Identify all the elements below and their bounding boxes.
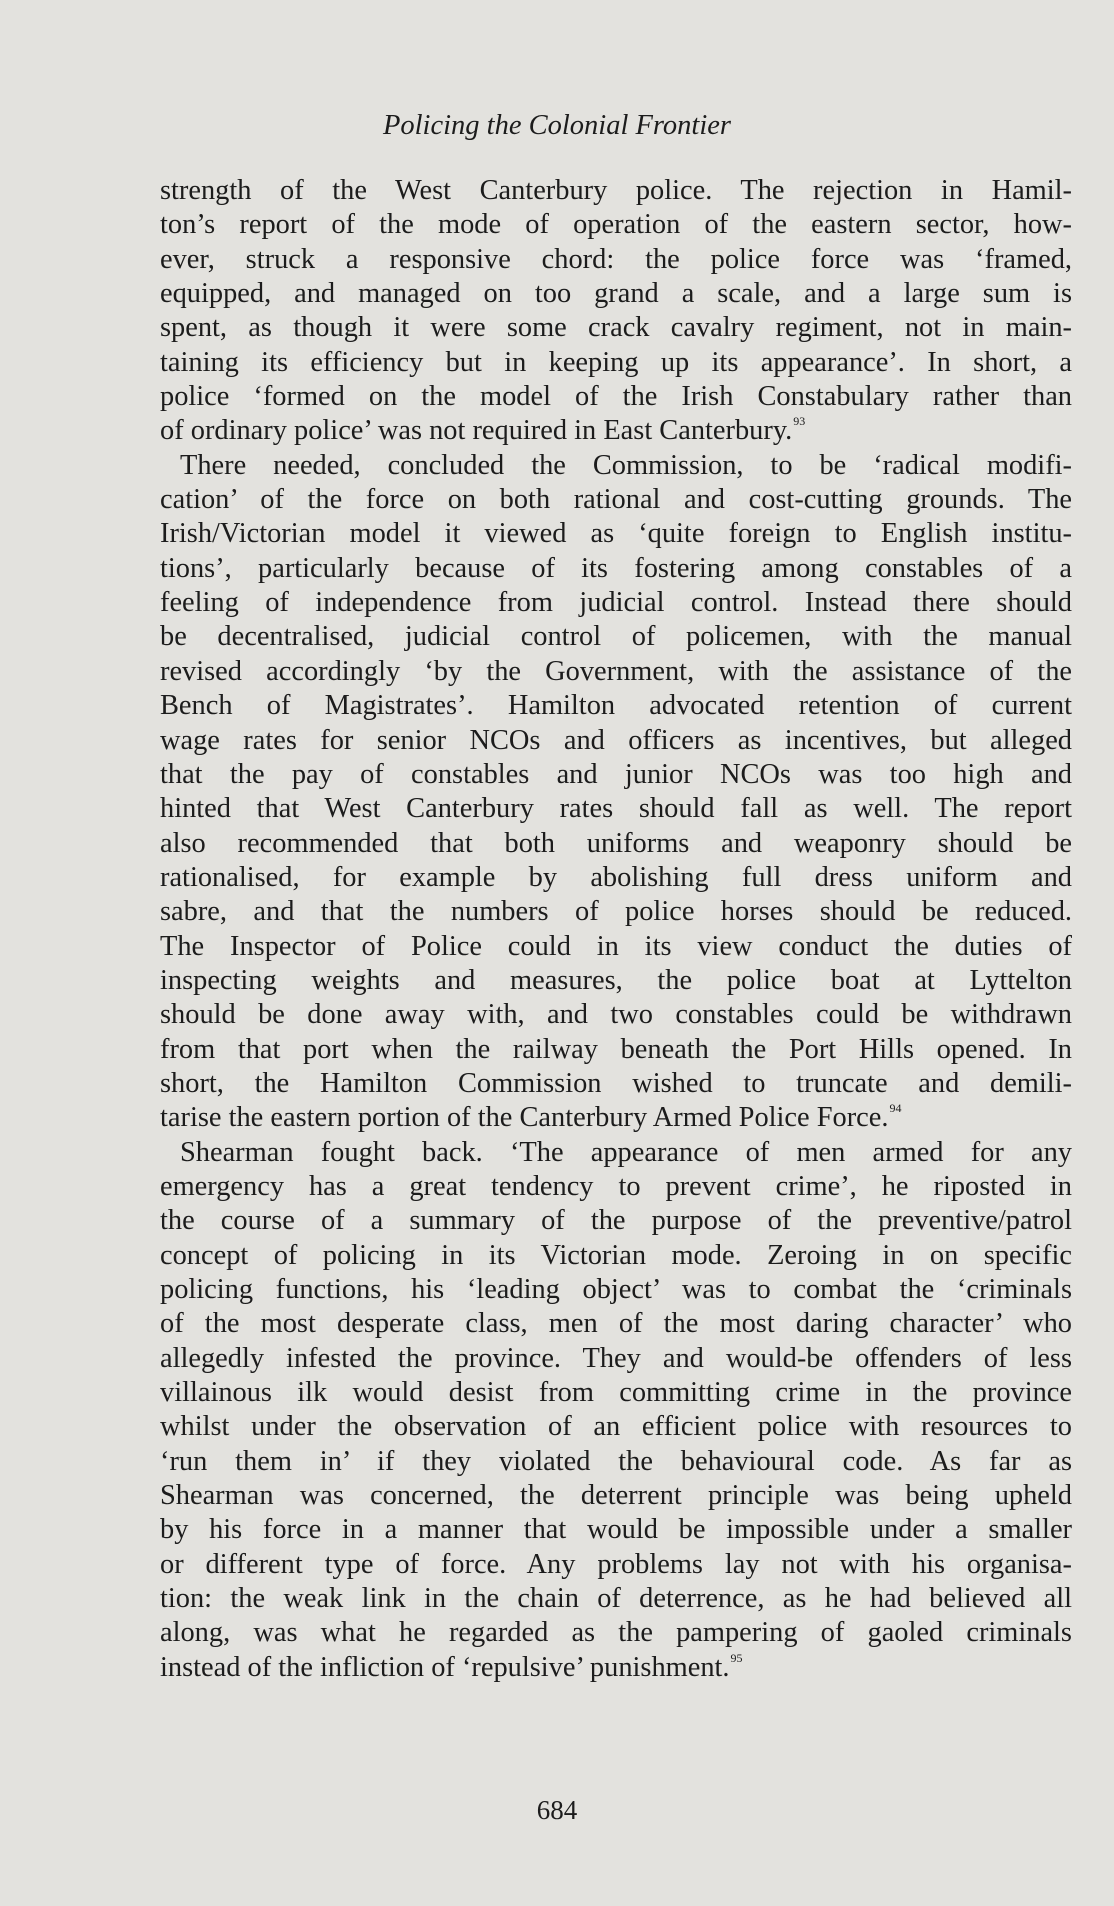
line-text: Shearman fought back. ‘The appearance of men armed for any — [180, 1136, 1072, 1168]
line-text: wage rates for senior NCOs and officers as incentives, but alleged — [160, 724, 1072, 756]
footnote-ref: 93 — [793, 414, 806, 429]
text-line — [160, 1479, 1072, 1513]
line-text: instead of the infliction of ‘repulsive’ punishment. — [160, 1651, 730, 1683]
text-line — [160, 1067, 1072, 1101]
text-line — [160, 1204, 1072, 1238]
body-text — [160, 174, 1072, 1685]
line-text: the course of a summary of the purpose of the preventive/patrol — [160, 1205, 1072, 1237]
line-text: also recommended that both uniforms and weaponry should be — [160, 827, 1072, 859]
text-line — [160, 174, 1072, 208]
text-line — [160, 689, 1072, 723]
line-text: that the pay of constables and junior NCOs was too high and — [160, 758, 1072, 790]
line-text: police ‘formed on the model of the Irish Constabulary rather than — [160, 381, 1072, 413]
text-line — [160, 380, 1072, 414]
text-line — [160, 1136, 1072, 1170]
text-line — [160, 1376, 1072, 1410]
text-line — [160, 930, 1072, 964]
line-text: revised accordingly ‘by the Government, with the assistance of the — [160, 655, 1072, 687]
line-text: ever, struck a responsive chord: the police force was ‘framed, — [160, 243, 1072, 275]
text-line — [160, 208, 1072, 242]
line-text: strength of the West Canterbury police. The rejection in Hamil- — [160, 175, 1072, 206]
text-line — [160, 655, 1072, 689]
text-line — [160, 1101, 1072, 1135]
line-text: inspecting weights and measures, the police boat at Lyttelton — [160, 964, 1072, 996]
text-line — [160, 1033, 1072, 1067]
line-text: tion: the weak link in the chain of deterrence, as he had believed all — [160, 1583, 1072, 1615]
line-text: tarise the eastern portion of the Canterbury Armed Police Force. — [160, 1102, 889, 1134]
text-line — [160, 1582, 1072, 1616]
line-text: of ordinary police’ was not required in East Canterbury. — [160, 415, 793, 447]
text-line — [160, 1651, 1072, 1685]
text-line — [160, 620, 1072, 654]
text-line — [160, 1170, 1072, 1204]
text-line — [160, 1548, 1072, 1582]
line-text: rationalised, for example by abolishing full dress uniform and — [160, 861, 1072, 893]
line-text: feeling of independence from judicial control. Instead there should — [160, 587, 1072, 619]
running-head: Policing the Colonial Frontier — [382, 110, 732, 141]
line-text: Bench of Magistrates’. Hamilton advocated retention of current — [160, 690, 1072, 722]
text-line — [160, 1307, 1072, 1341]
text-line — [160, 346, 1072, 380]
line-text: hinted that West Canterbury rates should fall as well. The report — [160, 793, 1072, 825]
line-text: Irish/Victorian model it viewed as ‘quite foreign to English institu- — [160, 518, 1072, 550]
text-line — [160, 552, 1072, 586]
line-text: by his force in a manner that would be impossible under a smaller — [160, 1514, 1072, 1546]
text-line — [160, 758, 1072, 792]
line-text: cation’ of the force on both rational and cost-cutting grounds. The — [160, 484, 1072, 516]
line-text: from that port when the railway beneath the Port Hills opened. In — [160, 1033, 1072, 1065]
line-text: emergency has a great tendency to prevent crime’, he riposted in — [160, 1170, 1072, 1202]
line-text: sabre, and that the numbers of police horses should be reduced. — [160, 896, 1072, 928]
text-line — [160, 1616, 1072, 1650]
line-text: whilst under the observation of an efficient police with resources to — [160, 1411, 1072, 1443]
text-line — [160, 1239, 1072, 1273]
paragraph — [160, 174, 1072, 449]
line-text: ton’s report of the mode of operation of the eastern sector, how- — [160, 209, 1072, 241]
text-line — [160, 827, 1072, 861]
line-text: villainous ilk would desist from committing crime in the province — [160, 1377, 1072, 1409]
text-line — [160, 449, 1072, 483]
text-line — [160, 1273, 1072, 1307]
line-text: concept of policing in its Victorian mode. Zeroing in on specific — [160, 1239, 1072, 1271]
paragraph — [160, 449, 1072, 1136]
footnote-ref: 94 — [889, 1101, 902, 1116]
text-line — [160, 1445, 1072, 1479]
text-line — [160, 998, 1072, 1032]
text-line — [160, 243, 1072, 277]
line-text: should be done away with, and two constables could be withdrawn — [160, 999, 1072, 1031]
text-line — [160, 895, 1072, 929]
text-line — [160, 277, 1072, 311]
text-line — [160, 792, 1072, 826]
line-text: ‘run them in’ if they violated the behavioural code. As far as — [160, 1445, 1072, 1477]
line-text: Shearman was concerned, the deterrent principle was being upheld — [160, 1480, 1072, 1512]
line-text: The Inspector of Police could in its view conduct the duties of — [160, 930, 1072, 962]
line-text: of the most desperate class, men of the most daring character’ who — [160, 1308, 1072, 1340]
line-text: policing functions, his ‘leading object’ was to combat the ‘criminals — [160, 1274, 1072, 1305]
line-text: spent, as though it were some crack cavalry regiment, not in main- — [160, 312, 1072, 344]
line-text: equipped, and managed on too grand a scale, and a large sum is — [160, 278, 1072, 310]
line-text: or different type of force. Any problems lay not with his organisa- — [160, 1548, 1072, 1580]
text-line — [160, 586, 1072, 620]
text-line — [160, 414, 1072, 448]
text-line — [160, 483, 1072, 517]
line-text: tions’, particularly because of its fostering among constables of a — [160, 552, 1072, 584]
line-text: taining its efficiency but in keeping up its appearance’. In short, a — [160, 346, 1072, 378]
line-text: be decentralised, judicial control of policemen, with the manual — [160, 621, 1072, 653]
line-text: along, was what he regarded as the pampering of gaoled criminals — [160, 1617, 1072, 1649]
paragraph — [160, 1136, 1072, 1686]
text-line — [160, 1342, 1072, 1376]
line-text: short, the Hamilton Commission wished to truncate and demili- — [160, 1067, 1072, 1099]
text-line — [160, 517, 1072, 551]
page-number: 684 — [536, 1795, 578, 1825]
text-line — [160, 311, 1072, 345]
line-text: There needed, concluded the Commission, to be ‘radical modifi- — [180, 449, 1072, 481]
text-line — [160, 861, 1072, 895]
line-text: allegedly infested the province. They and would-be offenders of less — [160, 1342, 1072, 1374]
text-line — [160, 964, 1072, 998]
text-line — [160, 724, 1072, 758]
text-line — [160, 1513, 1072, 1547]
footnote-ref: 95 — [730, 1650, 743, 1665]
text-line — [160, 1410, 1072, 1444]
